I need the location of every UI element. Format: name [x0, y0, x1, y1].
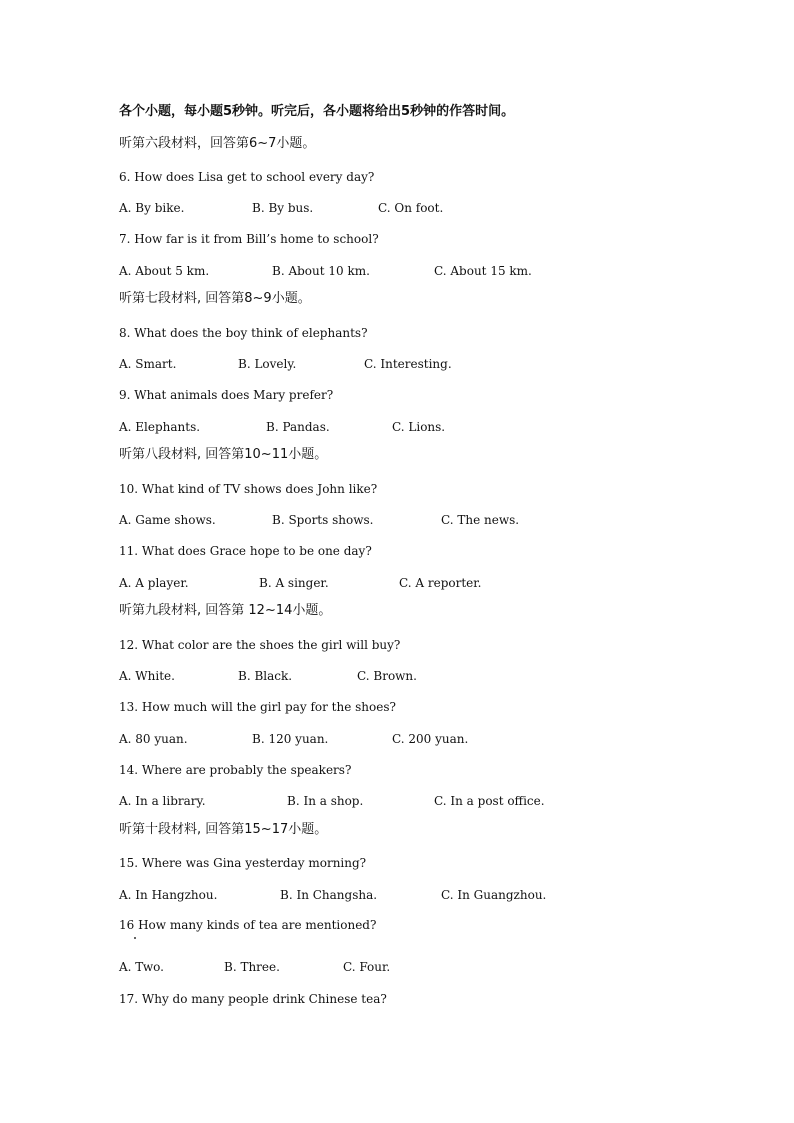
- stray-dot-mark: [134, 937, 136, 939]
- question-7: 7. How far is it from Bill’s home to school?: [119, 232, 379, 246]
- q16-option-c: C. Four.: [343, 960, 391, 974]
- q15-option-c: C. In Guangzhou.: [441, 888, 547, 902]
- section-heading-8: 听第八段材料, 回答第10~11小题。: [119, 447, 328, 462]
- q8-option-b: B. Lovely.: [238, 357, 297, 371]
- question-6: 6. How does Lisa get to school every day?: [119, 170, 375, 184]
- section-heading-7: 听第七段材料, 回答第8~9小题。: [119, 291, 311, 306]
- question-15: 15. Where was Gina yesterday morning?: [119, 856, 367, 870]
- question-17: 17. Why do many people drink Chinese tea?: [119, 992, 387, 1006]
- question-16: 16 How many kinds of tea are mentioned?: [119, 918, 377, 932]
- question-14: 14. Where are probably the speakers?: [119, 763, 352, 777]
- question-10: 10. What kind of TV shows does John like?: [119, 482, 378, 496]
- section-heading-10: 听第十段材料, 回答第15~17小题。: [119, 822, 328, 837]
- q7-option-a: A. About 5 km.: [119, 264, 210, 278]
- q14-option-a: A. In a library.: [119, 794, 206, 808]
- section-heading-9: 听第九段材料, 回答第 12~14小题。: [119, 603, 332, 618]
- q10-option-b: B. Sports shows.: [272, 513, 374, 527]
- q12-option-b: B. Black.: [238, 669, 293, 683]
- q6-option-b: B. By bus.: [252, 201, 314, 215]
- q11-option-b: B. A singer.: [259, 576, 329, 590]
- q13-option-a: A. 80 yuan.: [119, 732, 188, 746]
- q7-option-b: B. About 10 km.: [272, 264, 370, 278]
- question-9: 9. What animals does Mary prefer?: [119, 388, 334, 402]
- q9-option-a: A. Elephants.: [119, 420, 201, 434]
- q6-option-c: C. On foot.: [378, 201, 444, 215]
- q6-option-a: A. By bike.: [119, 201, 185, 215]
- question-11: 11. What does Grace hope to be one day?: [119, 544, 372, 558]
- q12-option-c: C. Brown.: [357, 669, 417, 683]
- q11-option-c: C. A reporter.: [399, 576, 482, 590]
- q10-option-a: A. Game shows.: [119, 513, 216, 527]
- q11-option-a: A. A player.: [119, 576, 189, 590]
- q14-option-c: C. In a post office.: [434, 794, 545, 808]
- q13-option-b: B. 120 yuan.: [252, 732, 329, 746]
- q14-option-b: B. In a shop.: [287, 794, 364, 808]
- q13-option-c: C. 200 yuan.: [392, 732, 469, 746]
- q10-option-c: C. The news.: [441, 513, 520, 527]
- q9-option-b: B. Pandas.: [266, 420, 330, 434]
- q15-option-a: A. In Hangzhou.: [119, 888, 218, 902]
- q9-option-c: C. Lions.: [392, 420, 446, 434]
- q12-option-a: A. White.: [119, 669, 175, 683]
- q16-option-b: B. Three.: [224, 960, 280, 974]
- intro-text: 各个小题，每小题5秒钟。听完后，各小题将给出5秒钟的作答时间。: [119, 104, 515, 119]
- question-8: 8. What does the boy think of elephants?: [119, 326, 368, 340]
- q15-option-b: B. In Changsha.: [280, 888, 378, 902]
- question-13: 13. How much will the girl pay for the shoes?: [119, 700, 396, 714]
- question-12: 12. What color are the shoes the girl will buy?: [119, 638, 401, 652]
- q8-option-a: A. Smart.: [119, 357, 177, 371]
- section-heading-6: 听第六段材料，回答第6~7小题。: [119, 136, 316, 151]
- q7-option-c: C. About 15 km.: [434, 264, 532, 278]
- q16-option-a: A. Two.: [119, 960, 164, 974]
- q8-option-c: C. Interesting.: [364, 357, 452, 371]
